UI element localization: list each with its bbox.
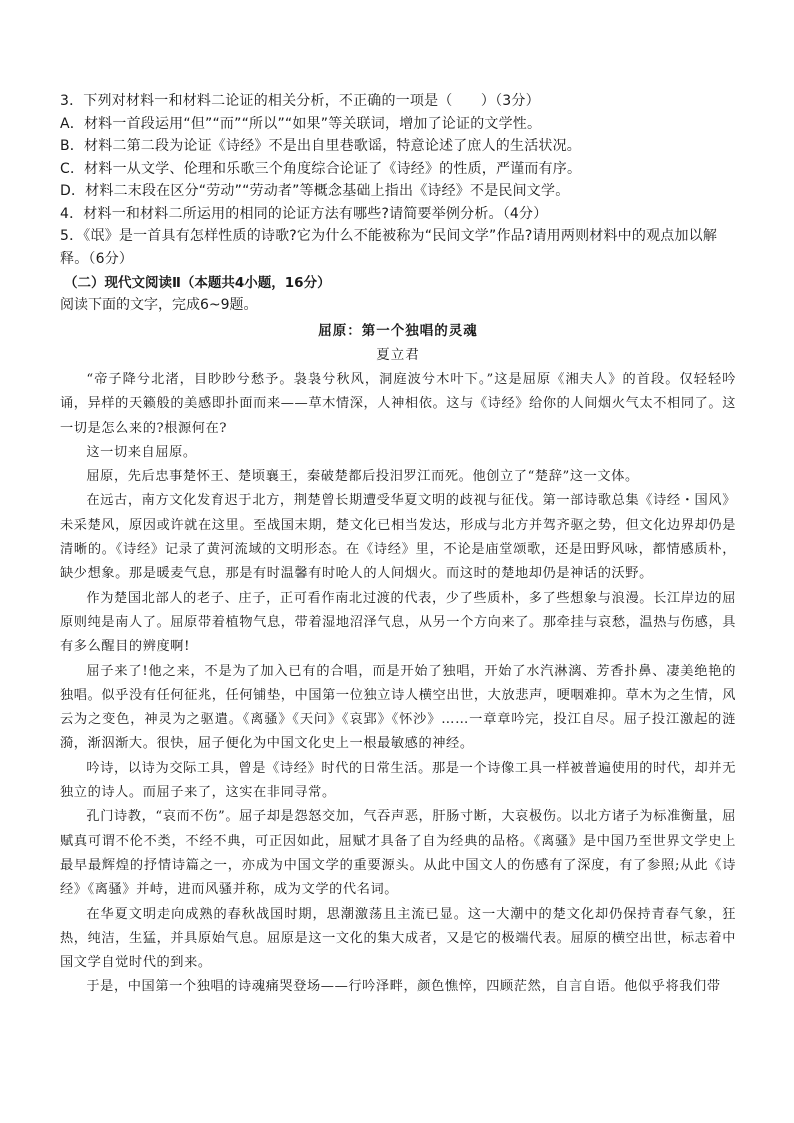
- article-paragraph: 孔门诗教，“哀而不伤”。屈子却是怨怒交加，气吞声恶，肝肠寸断，大哀极伤。以北方诸子为标准衡量，屈赋真可谓不伦不类，不经不典，可正因如此，屈赋才具备了自为经典的品格。《离骚》是中国乃至世界文学史上最早最辉煌的抒情诗篇之一，亦成为中国文学的重要源头。从此中国文人的伤感有了深度，有了参照;从此《诗经》《离骚》并峙，进而风骚并称，成为文学的代名词。: [60, 809, 736, 898]
- question-5: 5．《氓》是一首具有怎样性质的诗歌?它为什么不能被称为“民间文学”作品?请用两则材料中的观点加以解释。（6分）: [60, 228, 718, 267]
- article-author: 夏立君: [376, 347, 420, 363]
- option-d: D．材料二末段在区分“劳动”“劳动者”等概念基础上指出《诗经》不是民间文学。: [60, 183, 570, 199]
- question-4: 4．材料一和材料二所运用的相同的论证方法有哪些?请简要举例分析。（4分）: [60, 205, 548, 222]
- option-c: C．材料一从文学、伦理和乐歌三个角度综合论证了《诗经》的性质，严谨而有序。: [60, 160, 582, 177]
- reading-instruction: 阅读下面的文字，完成6~9题。: [60, 297, 258, 313]
- article-paragraph: 在华夏文明走向成熟的春秋战国时期，思潮激荡且主流已显。这一大潮中的楚文化却仍保持青春气象，狂热，纯洁，生猛，并具原始气息。屈原是这一文化的集大成者，又是它的极端代表。屈原的横空出世，标志着中国文学自觉时代的到来。: [60, 906, 736, 971]
- article-paragraph: 作为楚国北部人的老子、庄子，正可看作南北过渡的代表，少了些质朴，多了些想象与浪漫。长江岸边的屈原则纯是南人了。屈原带着植物气息，带着湿地沼泽气息，从另一个方向来了。那牵挂与哀愁，温热与伤感，具有多么醒目的辨度啊!: [60, 590, 736, 655]
- option-b: B．材料二第二段为论证《诗经》不是出自里巷歌谣，特意论述了庶人的生活状况。: [60, 138, 582, 154]
- article-paragraph: 屈原，先后忠事楚怀王、楚顷襄王，秦破楚都后投汨罗江而死。他创立了“楚辞”这一文体。: [86, 469, 639, 485]
- article-paragraph: 这一切来自屈原。: [86, 444, 197, 460]
- article-paragraph: 屈子来了!他之来，不是为了加入已有的合唱，而是开始了独唱，开始了水汽淋漓、芳香扑鼻、凄美绝艳的独唱。似乎没有任何征兆，任何铺垫，中国第一位独立诗人横空出世，大放悲声，哽咽难抑。草木为之生情，风云为之变色，神灵为之驱遣。《离骚》《天问》《哀郢》《怀沙》……一章章吟完，投江自尽。屈子投江激起的涟漪，渐泅渐大。很快，屈子便化为中国文化史上一根最敏感的神经。: [60, 663, 736, 752]
- article-body: [60, 368, 736, 1000]
- option-a: A．材料一首段运用“但”“而”“所以”“如果”等关联词，增加了论证的文学性。: [60, 115, 542, 132]
- document-page: [60, 90, 736, 1000]
- article-paragraph: 在远古，南方文化发育迟于北方，荆楚曾长期遭受华夏文明的歧视与征伐。第一部诗歌总集《诗经・国风》未采楚风，原因或许就在这里。至战国末期，楚文化已相当发达，形成与北方并驾齐驱之势，但文化边界却仍是清晰的。《诗经》记录了黄河流域的文明形态。在《诗经》里，不论是庙堂颂歌，还是田野风咏，都情感质朴，缺少想象。那是暖麦气息，那是有时温馨有时呛人的人间烟火。而这时的楚地却仍是神话的沃野。: [60, 493, 736, 582]
- question-list: [60, 90, 736, 270]
- section-heading: （二）现代文阅读Ⅱ（本题共4小题，16分）: [64, 275, 331, 291]
- article-paragraph: 于是，中国第一个独唱的诗魂痛哭登场——行吟泽畔，颜色憔悴，四顾茫然，自言自语。他似乎将我们带: [86, 979, 721, 995]
- article-paragraph: “帝子降兮北渚，目眇眇兮愁予。袅袅兮秋风，洞庭波兮木叶下。”这是屈原《湘夫人》的首段。仅轻轻吟诵，异样的天籁般的美感即扑面而来——草木情深，人神相依。这与《诗经》给你的人间烟火气太不相同了。这一切是怎么来的?根源何在?: [60, 372, 736, 436]
- article-title: 屈原：第一个独唱的灵魂: [318, 323, 478, 339]
- question-3-stem: 3．下列对材料一和材料二论证的相关分析，不正确的一项是（ ）（3分）: [60, 93, 540, 109]
- article-paragraph: 吟诗，以诗为交际工具，曾是《诗经》时代的日常生活。那是一个诗像工具一样被普遍使用的时代，却并无独立的诗人。而屈子来了，这实在非同寻常。: [60, 760, 736, 801]
